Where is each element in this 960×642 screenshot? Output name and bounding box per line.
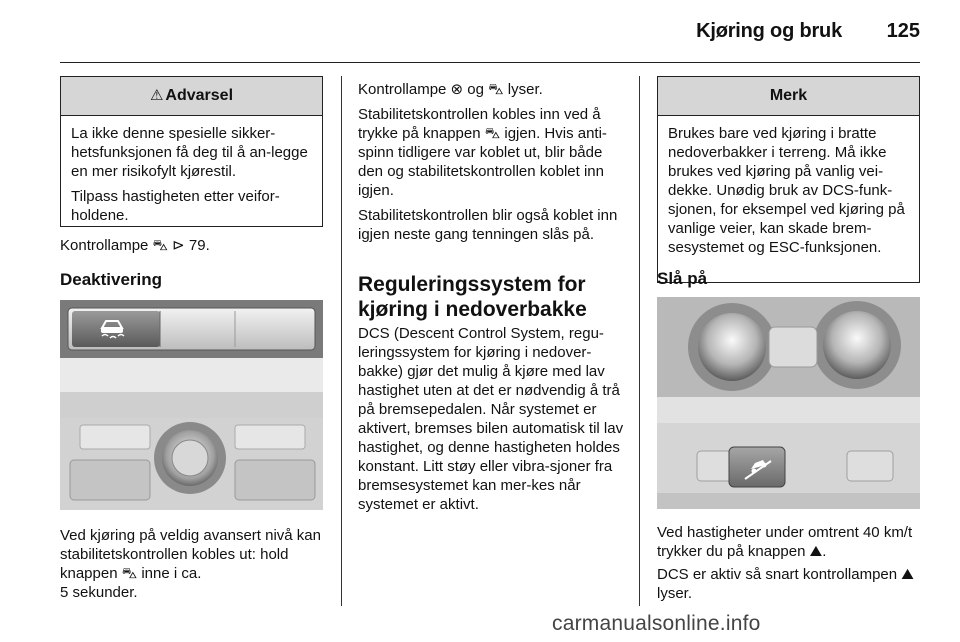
page-header-title: Kjøring og bruk (696, 20, 842, 42)
deaktivering-caption (60, 526, 328, 602)
body-paragraph: Kontrollampe ⊗ og ⛍ lyser. (358, 81, 543, 98)
kontrollampe-line: Kontrollampe ⛍ ⊳ 79. (60, 237, 210, 254)
heading-dcs: Reguleringssystem for kjøring i nedoverbakke (358, 273, 587, 321)
sla-pa-caption (657, 523, 922, 603)
column-divider-2 (639, 76, 640, 606)
warning-box-header (61, 77, 322, 116)
car-skid-icon (96, 316, 128, 342)
warning-paragraph: Tilpass hastigheten etter veifor-holdene. (71, 188, 280, 224)
heading-deaktivering: Deaktivering (60, 270, 163, 289)
page-number: 125 (886, 20, 920, 42)
warning-box (60, 76, 323, 227)
body-paragraph: Stabilitetskontrollen kobles inn ved å trykke på knappen ⛍ igjen. Hvis anti-spinn tidligere var koblet ut, blir både den og stabilitetskontrollen koblet inn igjen. (358, 106, 607, 199)
dcs-button-photo (657, 297, 920, 509)
heading-sla-pa: Slå på (657, 269, 708, 288)
column-divider-1 (341, 76, 342, 606)
caption-paragraph: Ved hastigheter under omtrent 40 km/t trykker du på knappen ⛰. (657, 524, 913, 560)
note-box-body: Brukes bare ved kjøring i bratte nedoverbakker i terreng. Må ikke brukes ved kjøring på vanlig vei-dekke. Unødig bruk av DCS-funk-sjonen, for eksempel ved kjøring på vanlige veier, kan skade brem-sesystemet og ESC-funksjonen. (668, 125, 905, 256)
header-rule (60, 62, 920, 63)
caption-paragraph: 5 sekunder. (60, 584, 138, 601)
warning-box-body (61, 116, 322, 239)
warning-triangle-icon: ⚠ (149, 87, 164, 104)
column-2-text (358, 80, 625, 250)
caption-paragraph: DCS er aktiv så snart kontrollampen ⛰ lyser. (657, 566, 914, 602)
note-box-header: Merk (658, 77, 919, 116)
caption-paragraph: Ved kjøring på veldig avansert nivå kan stabilitetskontrollen kobles ut: hold knappen ⛍ inne i ca. (60, 527, 321, 582)
watermark-text: carmanualsonline.info (552, 612, 761, 635)
warning-title: Advarsel (165, 87, 234, 104)
car-descent-icon (743, 453, 773, 481)
note-box (657, 76, 920, 283)
warning-paragraph: La ikke denne spesielle sikker-hetsfunksjonen få deg til å an-legge en mer risikofylt kjørestil. (71, 125, 308, 180)
dcs-description: DCS (Descent Control System, regu-leringssystem for kjøring i nedover-bakke) gjør det mulig å kjøre med lav hastighet uten at det er nødvendig å trå på bremsepedalen. Når systemet er aktivert, bremses bilen automatisk til lav hastighet, og denne hastigheten holdes konstant. Litt støy eller vibra-sjoner fra bremsesystemet kan mer-kes når systemet er aktivt. (358, 325, 624, 513)
esc-button-photo (60, 300, 323, 510)
body-paragraph: Stabilitetskontrollen blir også koblet inn igjen neste gang tenningen slås på. (358, 207, 618, 243)
